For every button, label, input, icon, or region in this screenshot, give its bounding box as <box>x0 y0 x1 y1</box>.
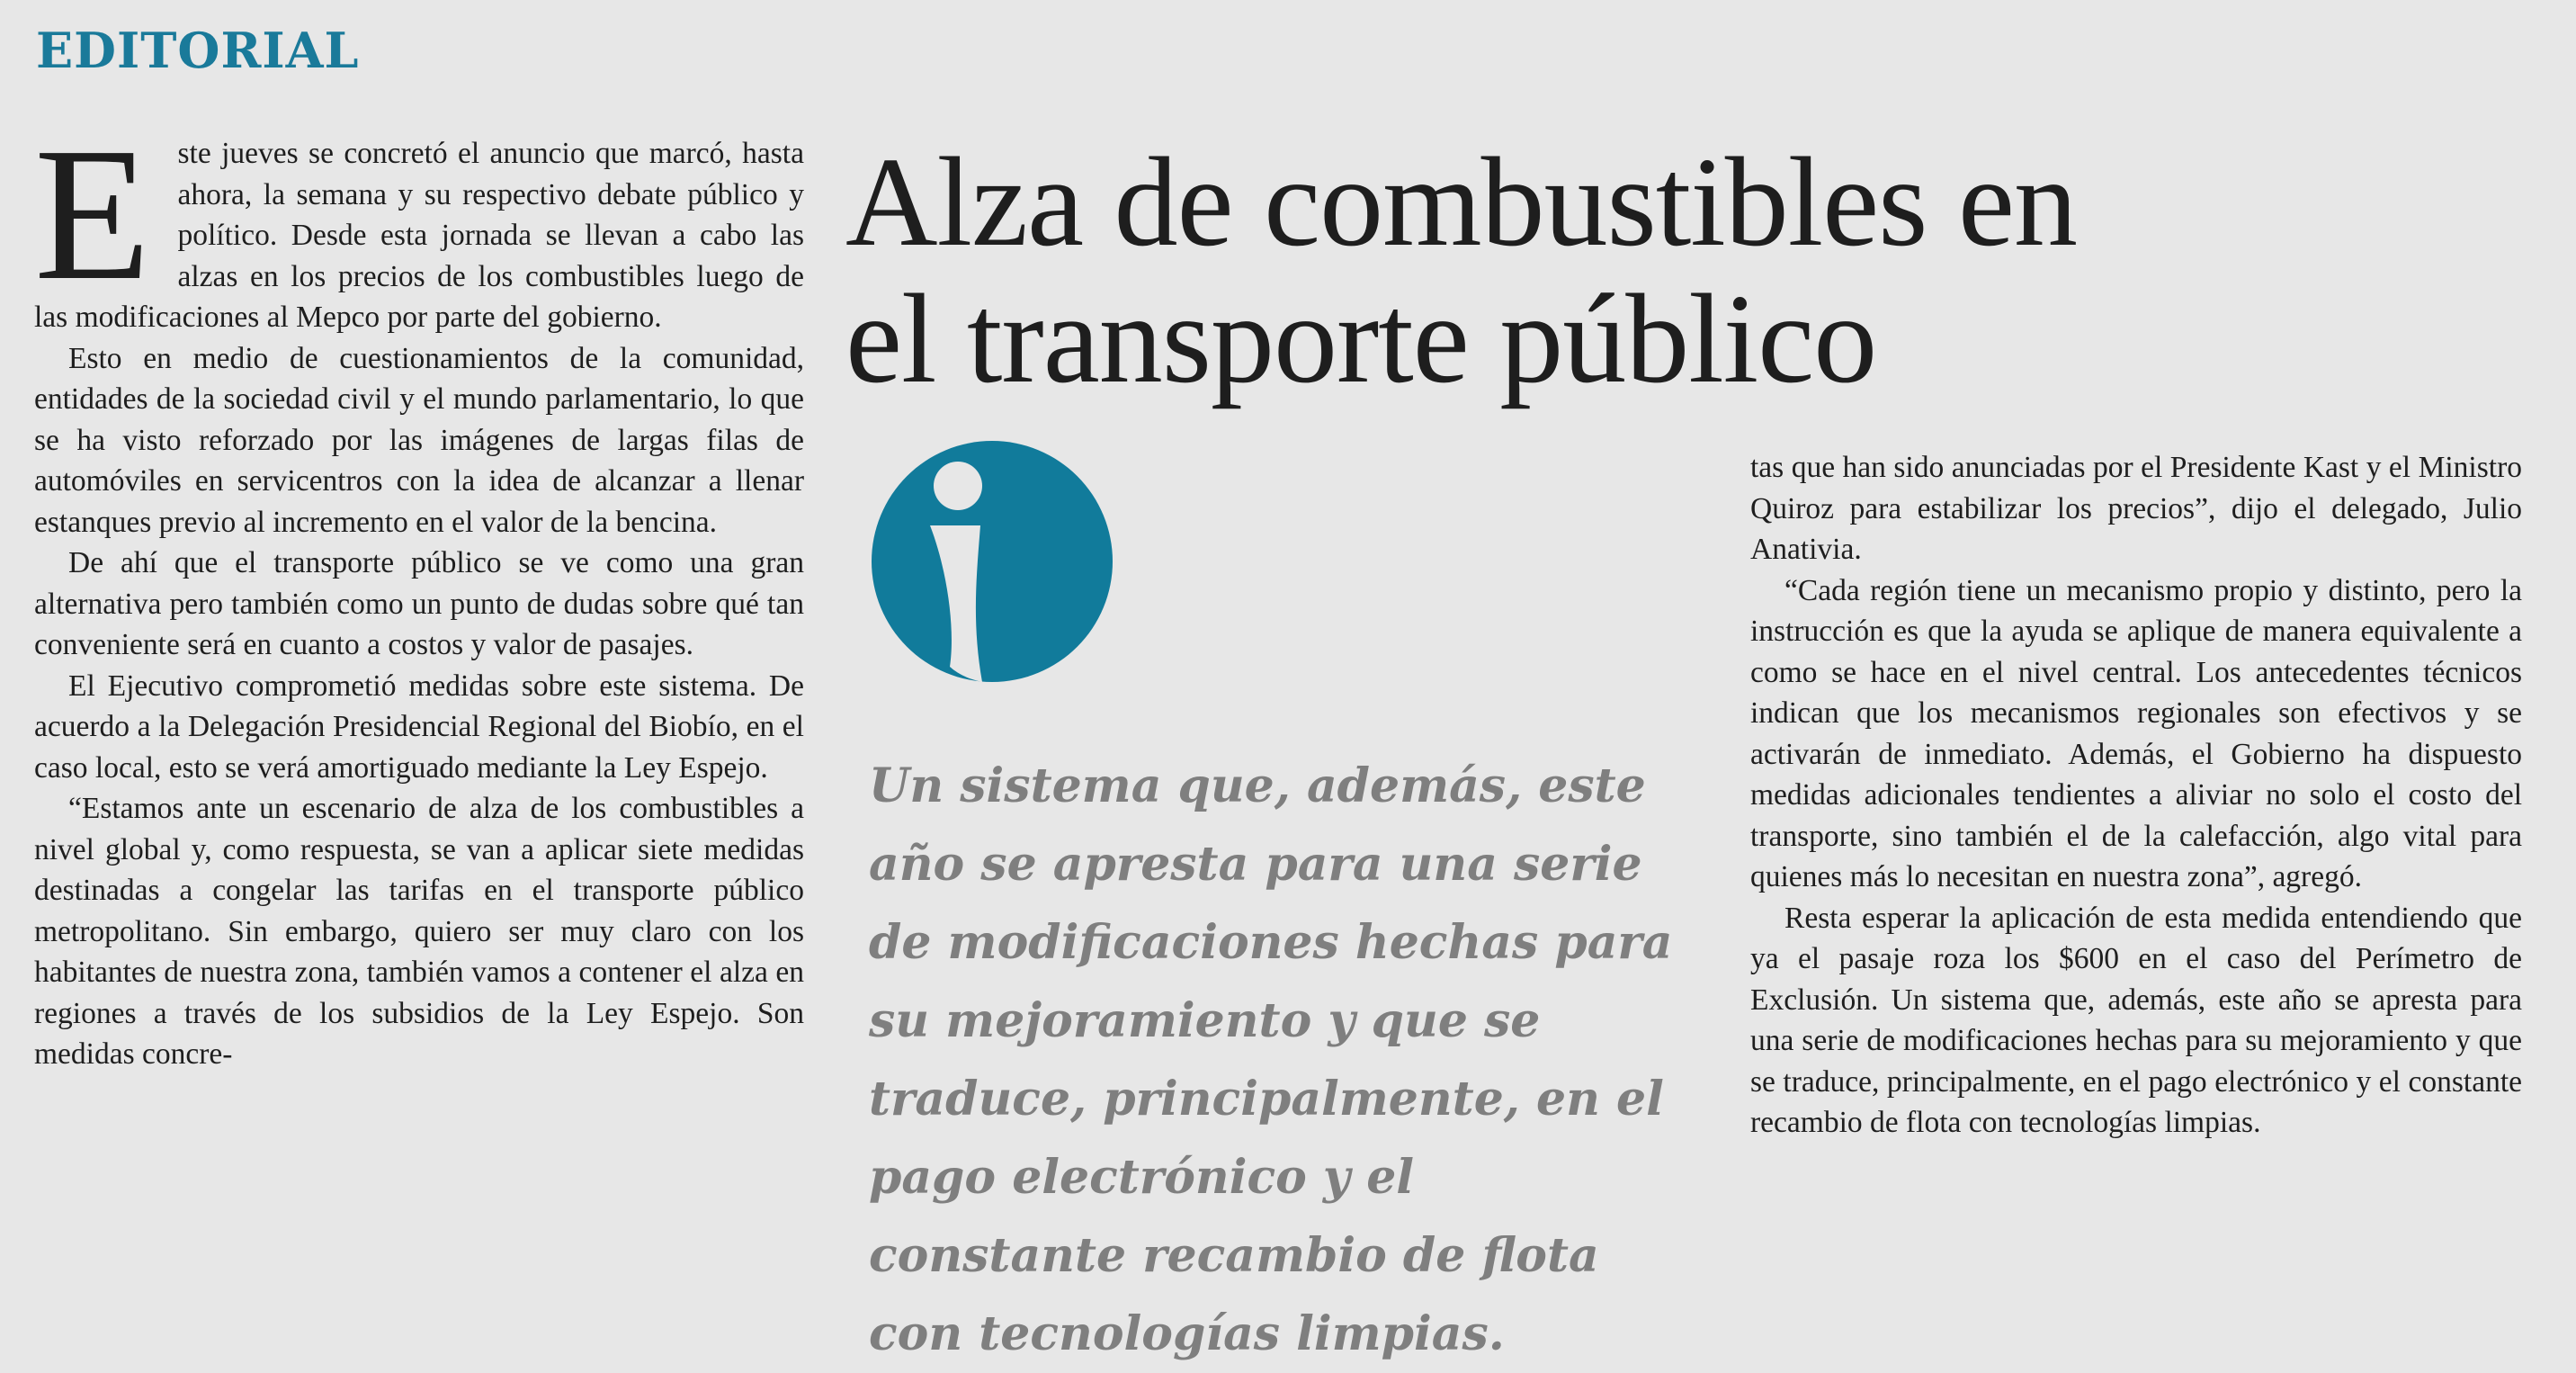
paragraph: Resta esperar la aplicación de esta medida entendiendo que ya el pasaje roza los $600 en el caso del Perímetro de Exclusión. Un sistema que, además, este año se apresta para una serie de modificaciones hechas para su mejoramiento y que se traduce, principalmente, en el pago electrónico y el constante recambio de flota con tecnologías limpias. <box>1750 901 2522 1139</box>
section-label: EDITORIAL <box>36 22 360 79</box>
paragraph: tas que han sido anunciadas por el Presidente Kast y el Ministro Quiroz para estabilizar los precios”, dijo el delegado, Julio Anativia. <box>1750 451 2522 566</box>
paragraph: “Estamos ante un escenario de alza de los combustibles a nivel global y, como respuesta, se van a aplicar siete medidas destinadas a congelar las tarifas en el transporte público metropolitano. Sin embargo, quiero ser muy claro con los habitantes de nuestra zona, también vamos a contener el alza en regiones a través de los subsidios de la Ley Espejo. Son medidas concre- <box>34 792 804 1071</box>
paragraph: ste jueves se concretó el anuncio que marcó, hasta ahora, la semana y su respectivo debate público y político. Desde esta jornada se llevan a cabo las alzas en los precios de los combustibles luego de las modificaciones al Mepco por parte del gobierno. <box>34 137 804 334</box>
pull-quote: Un sistema que, además, este año se apresta para una serie de modificaciones hechas para su mejoramiento y que se traduce, principalmente, en el pago electrónico y el constante recambio de flota con tecnologías limpias. <box>869 758 1673 1361</box>
paragraph: “Cada región tiene un mecanismo propio y distinto, pero la instrucción es que la ayuda se aplique de manera equivalente a como se hace en el nivel central. Los antecedentes técnicos indican que los mecanismos regionales son efectivos y se activarán de inmediato. Además, el Gobierno ha dispuesto medidas adicionales tendientes a aliviar no solo el costo del transporte, sino también el de la calefacción, algo vital para quienes más lo necesitan en nuestra zona”, agregó. <box>1750 573 2522 893</box>
drop-cap: E <box>34 108 151 319</box>
left-column <box>34 108 804 1075</box>
info-icon <box>871 437 1114 689</box>
paragraph: De ahí que el transporte público se ve como una gran alternativa pero también como un punto de dudas sobre qué tan conveniente será en cuanto a costos y valor de pasajes. <box>34 546 804 661</box>
paragraph: Esto en medio de cuestionamientos de la comunidad, entidades de la sociedad civil y el mundo parlamentario, lo que se ha visto reforzado por las imágenes de largas filas de automóviles en servicentros con la idea de alcanzar a llenar estanques previo al incremento en el valor de la bencina. <box>34 341 804 539</box>
headline: Alza de combustibles en el transporte público <box>845 130 2077 409</box>
right-column <box>1750 447 2522 1144</box>
paragraph: El Ejecutivo comprometió medidas sobre este sistema. De acuerdo a la Delegación Presidencial Regional del Biobío, en el caso local, esto se verá amortiguado mediante la Ley Espejo. <box>34 669 804 785</box>
